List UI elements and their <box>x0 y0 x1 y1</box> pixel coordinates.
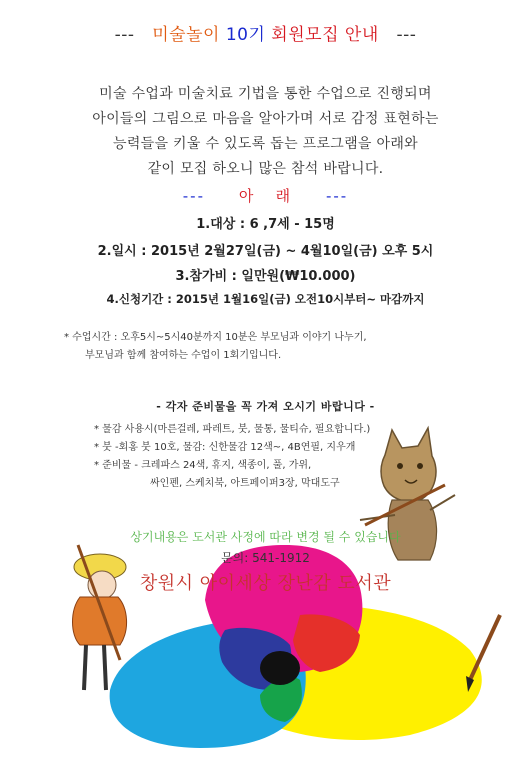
supplies-item-brush: * 붓 -회홍 붓 10호, 물감: 신한물감 12색~, 4B연필, 지우개 <box>94 442 356 453</box>
library-name: 창원시 아이세상 장난감 도서관 <box>139 573 392 594</box>
title-dashes-left: --- <box>114 25 135 45</box>
title-part-recruit: 회원모집 <box>271 25 339 45</box>
title-part-notice: 안내 <box>344 25 379 45</box>
title-part-art-play: 미술놀이 <box>152 25 220 45</box>
right-paintbrush <box>470 615 500 680</box>
intro-line-3: 능력들을 키울 수 있도록 돕는 프로그램을 아래와 <box>113 136 418 152</box>
class-time-note: * 수업시간 : 오후5시~5시40분까지 10분은 부모님과 이야기 나누기, <box>64 332 367 343</box>
contact-phone: 문의: 541-1912 <box>221 551 310 565</box>
class-time-note-cont: 부모님과 함께 참여하는 수업이 1회기입니다. <box>85 350 282 361</box>
info-schedule: 2.일시 : 2015년 2월27일(금) ~ 4월10일(금) 오후 5시 <box>97 244 434 259</box>
title-dashes-right: --- <box>396 25 417 45</box>
info-application-period: 4.신청기간 : 2015년 1월16일(금) 오전10시부터~ 마감까지 <box>106 292 425 306</box>
info-target: 1.대상 : 6 ,7세 - 15명 <box>196 217 335 232</box>
supplies-heading: - 각자 준비물을 꼭 가져 오시기 바랍니다 - <box>156 400 375 413</box>
supplies-item-paint-use: * 물감 사용시(마른걸레, 파레트, 붓, 물통, 물티슈, 필요합니다.) <box>94 424 371 435</box>
intro-line-4: 같이 모집 하오니 많은 참석 바랍니다. <box>147 161 384 177</box>
info-fee: 3.참가비 : 일만원(₩10.000) <box>175 269 356 284</box>
intro-line-1: 미술 수업과 미술치료 기법을 통한 수업으로 진행되며 <box>99 86 432 102</box>
page-title <box>0 20 531 45</box>
supplies-item-materials: * 준비물 - 크레파스 24색, 휴지, 색종이, 풀, 가위, <box>94 460 312 471</box>
details-dashes-left: --- <box>182 187 205 205</box>
change-notice: 상기내용은 도서관 사정에 따라 변경 될 수 있습니다 <box>130 530 401 544</box>
details-word: 아 래 <box>238 187 293 205</box>
details-heading <box>0 185 531 206</box>
intro-line-2: 아이들의 그림으로 마음을 알아가며 서로 감정 표현하는 <box>92 111 439 127</box>
details-dashes-right: --- <box>325 187 349 205</box>
supplies-item-materials-cont: 싸인펜, 스케치북, 아트페이퍼3장, 막대도구 <box>150 478 340 489</box>
black-center <box>260 651 300 685</box>
title-part-term: 10기 <box>225 25 266 45</box>
